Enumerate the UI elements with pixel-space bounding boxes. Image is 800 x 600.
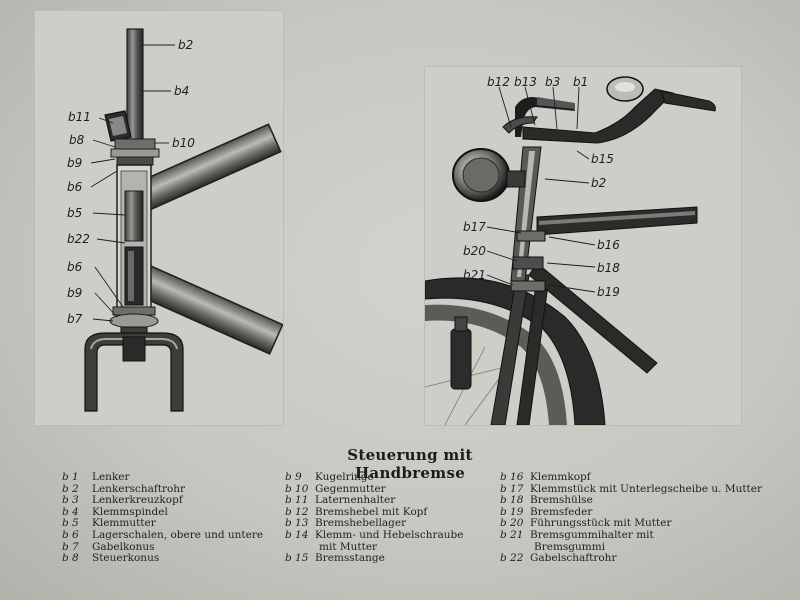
legend-text: Lagerschalen, obere und untere bbox=[92, 528, 264, 541]
steering-cutaway-figure bbox=[34, 10, 284, 426]
legend-key: b 1 bbox=[62, 471, 79, 483]
legend-text: Bremsgummi bbox=[534, 540, 606, 553]
callout-b6-top: b6 bbox=[67, 180, 83, 194]
callout-b9-top: b9 bbox=[67, 156, 83, 170]
callout-b2: b2 bbox=[591, 176, 607, 190]
legend-key: b 11 bbox=[285, 494, 309, 507]
legend-column-1 bbox=[62, 472, 263, 565]
legend-key: b 7 bbox=[62, 540, 79, 553]
callout-b12: b12 bbox=[487, 75, 510, 89]
callout-b7: b7 bbox=[67, 312, 83, 326]
legend-text: Bremsgummihalter mit bbox=[530, 528, 654, 541]
callout-b1: b1 bbox=[573, 75, 589, 89]
callout-b13: b13 bbox=[514, 75, 537, 89]
legend-key: b 12 bbox=[285, 505, 309, 518]
legend-text: Klemmutter bbox=[92, 517, 156, 530]
legend-text: Bremshebel mit Kopf bbox=[315, 505, 428, 518]
legend-text: Gabelkonus bbox=[92, 540, 155, 553]
legend-text: Klemm- und Hebelschraube bbox=[315, 528, 464, 541]
legend-text: Führungsstück mit Mutter bbox=[530, 517, 672, 530]
handbrake-photo-figure bbox=[424, 66, 742, 426]
legend-key: b 16 bbox=[500, 471, 524, 483]
callout-b9-bottom: b9 bbox=[67, 286, 83, 300]
legend-item bbox=[62, 553, 263, 565]
legend-key: b 10 bbox=[285, 482, 309, 495]
callout-b18: b18 bbox=[597, 261, 620, 275]
legend-text: Gegenmutter bbox=[315, 482, 386, 495]
callout-b6-bottom: b6 bbox=[67, 260, 83, 274]
legend-key: b 9 bbox=[285, 471, 302, 483]
legend-text: Bremshebellager bbox=[315, 517, 407, 530]
legend-text: Bremsfeder bbox=[530, 505, 593, 518]
callout-b5: b5 bbox=[67, 206, 83, 220]
callout-b10: b10 bbox=[172, 136, 195, 150]
legend-key: b 17 bbox=[500, 482, 524, 495]
callout-b21: b21 bbox=[463, 268, 486, 282]
callout-b4: b4 bbox=[174, 84, 190, 98]
legend-column-2 bbox=[285, 472, 463, 565]
callout-b19: b19 bbox=[597, 285, 620, 299]
legend-text: Lenkerkreuzkopf bbox=[92, 494, 183, 507]
legend-key: b 14 bbox=[285, 528, 309, 541]
legend-key: b 3 bbox=[62, 494, 79, 507]
legend-key: b 6 bbox=[62, 528, 79, 541]
callout-b11: b11 bbox=[68, 110, 91, 124]
legend-text: Steuerkonus bbox=[92, 552, 160, 565]
legend-key: b 4 bbox=[62, 505, 79, 518]
callout-b16: b16 bbox=[597, 238, 620, 252]
legend-key: b 21 bbox=[500, 528, 524, 541]
legend-key: b 13 bbox=[285, 517, 309, 530]
legend-item bbox=[285, 553, 463, 565]
legend-text: Klemmkopf bbox=[530, 471, 591, 483]
legend-key: b 2 bbox=[62, 482, 79, 495]
legend-column-3 bbox=[500, 472, 762, 565]
legend-key: b 19 bbox=[500, 505, 524, 518]
figure-caption: Steuerung mit Handbremse bbox=[347, 446, 473, 482]
legend-key: b 5 bbox=[62, 517, 79, 530]
callout-b8: b8 bbox=[69, 133, 85, 147]
legend-text: Klemmspindel bbox=[92, 505, 168, 518]
legend-text: Gabelschaftrohr bbox=[530, 552, 617, 565]
legend-text: Laternenhalter bbox=[315, 494, 396, 507]
legend-item bbox=[500, 553, 762, 565]
legend-key: b 15 bbox=[285, 552, 309, 565]
legend-text: Klemmstück mit Unterlegscheibe u. Mutter bbox=[530, 482, 763, 495]
legend-text: mit Mutter bbox=[319, 540, 378, 553]
legend-text: Kugelringe bbox=[315, 471, 374, 483]
legend-key: b 20 bbox=[500, 517, 524, 530]
callout-b22: b22 bbox=[67, 232, 90, 246]
legend-text: Bremsstange bbox=[315, 552, 385, 565]
legend-key: b 18 bbox=[500, 494, 524, 507]
legend-key: b 22 bbox=[500, 552, 524, 565]
callout-b15: b15 bbox=[591, 152, 614, 166]
legend-text: Bremshülse bbox=[530, 494, 593, 507]
legend-text: Lenkerschaftrohr bbox=[92, 482, 186, 495]
callout-b20: b20 bbox=[463, 244, 486, 258]
callout-b2: b2 bbox=[178, 38, 194, 52]
callout-b17: b17 bbox=[463, 220, 486, 234]
legend-key: b 8 bbox=[62, 552, 79, 565]
callout-b3: b3 bbox=[545, 75, 561, 89]
legend-text: Lenker bbox=[92, 471, 130, 483]
